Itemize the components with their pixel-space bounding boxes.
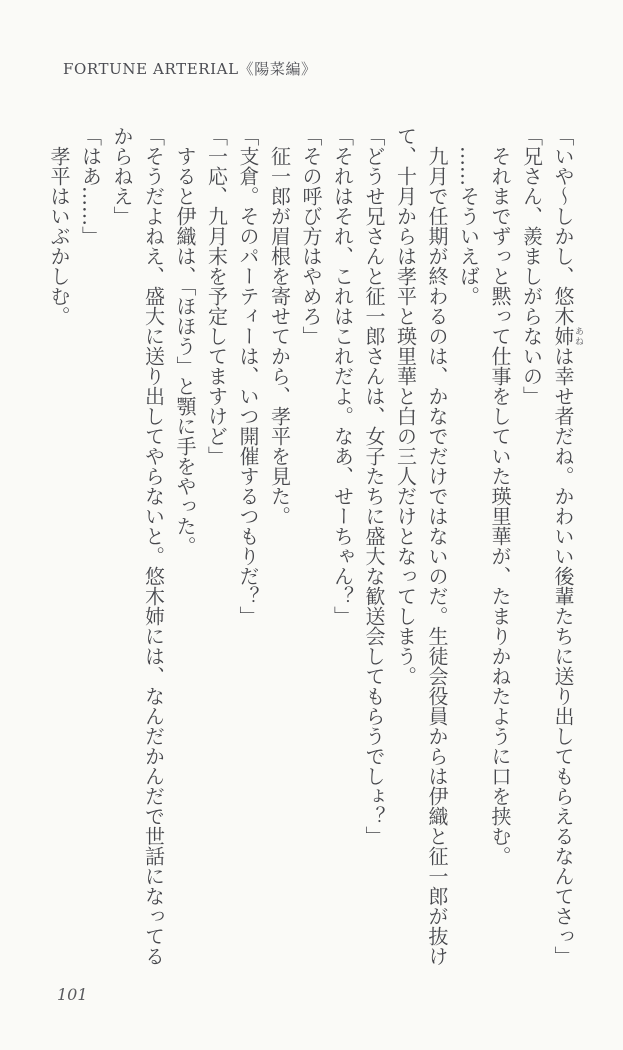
novel-text bbox=[33, 126, 583, 968]
paragraph-4: ……そういえば。 bbox=[456, 146, 481, 306]
paragraph-7: 「それはそれ、これはこれだよ。なあ、せーちゃん？」 bbox=[330, 126, 355, 626]
paragraph-6: 「どうせ兄さんと征一郎さんは、女子たちに盛大な歓送会してもらうでしょ？」 bbox=[362, 126, 386, 846]
paragraph-1: 「いや〜しかし、悠木姉あねは幸せ者だね。かわいい後輩たちに送り出してもらえるなんてさっ」 bbox=[551, 126, 583, 966]
paragraph-8: 「その呼び方はやめろ」 bbox=[299, 126, 323, 346]
paragraph-3: それまでずっと黙って仕事をしていた瑛里華が、たまりかねたように口を挟む。 bbox=[488, 146, 512, 866]
paragraph-9: 征一郎が眉根を寄せてから、孝平を見た。 bbox=[267, 146, 292, 526]
paragraph-2: 「兄さん、羨ましがらないの」 bbox=[519, 126, 544, 406]
page-number: 101 bbox=[57, 985, 88, 1004]
furigana-ruby: 姉あね bbox=[551, 326, 583, 346]
paragraph-5: 九月で任期が終わるのは、かなでだけではないのだ。生徒会役員からは伊織と征一郎が抜けて、十月からは孝平と瑛里華と白の三人だけとなってしまう。 bbox=[393, 126, 449, 966]
paragraph-10: 「支倉。そのパーティーは、いつ開催するつもりだ？」 bbox=[236, 126, 260, 626]
paragraph-11: 「一応、九月末を予定してますけど」 bbox=[204, 126, 229, 466]
paragraph-15: 孝平はいぶかしむ。 bbox=[47, 146, 71, 326]
running-header: FORTUNE ARTERIAL《陽菜編》 bbox=[63, 60, 317, 78]
paragraph-13: 「そうだよねえ、盛大に送り出してやらないと。悠木姉には、なんだかんだで世話になってるからねえ」 bbox=[110, 126, 166, 966]
paragraph-12: すると伊織は、「ほほう」と顎に手をやった。 bbox=[173, 146, 197, 556]
paragraph-14: 「はあ……」 bbox=[78, 126, 103, 246]
